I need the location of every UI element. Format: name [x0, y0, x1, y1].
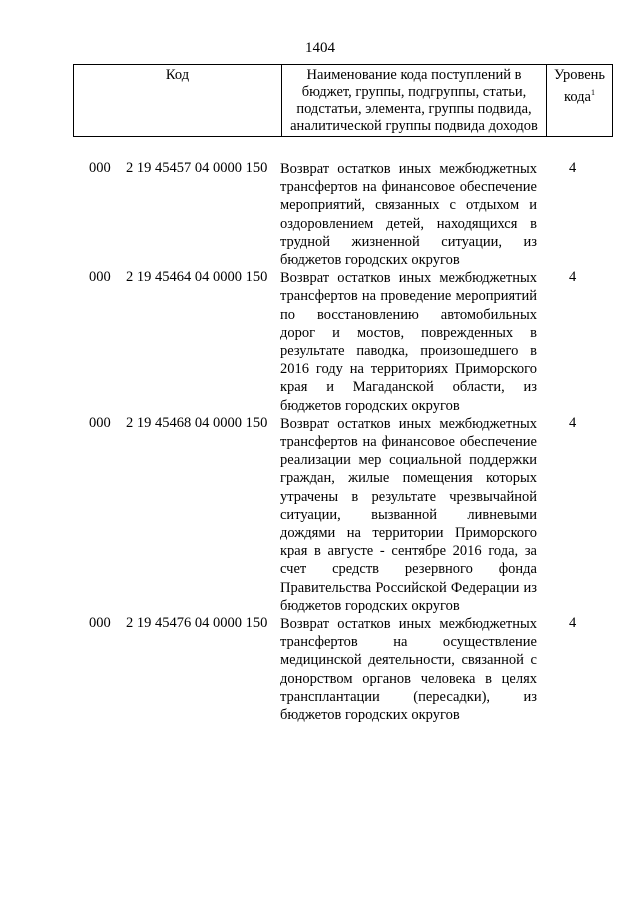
code-description: Возврат остатков иных межбюджетных трансфертов на осуществление медицинской деятельности, связанной с донорством органов человека в целях трансплантации (пересадки), из бюджетов городских округов [280, 616, 537, 724]
header-level [547, 65, 613, 137]
budget-code: 2 19 45468 04 0000 150 [126, 414, 268, 431]
table-row [0, 415, 640, 615]
budget-code: 2 19 45476 04 0000 150 [126, 615, 268, 632]
table-body [0, 160, 640, 724]
table-header [73, 64, 613, 137]
code-level: 4 [569, 615, 577, 632]
table-row [0, 160, 640, 269]
code-description: Возврат остатков иных межбюджетных трансфертов на проведение мероприятий по восстановлению автомобильных дорог и мостов, поврежденных в результате паводка, произошедшего в 2016 году на территориях Приморского края и Магаданской области, из бюджетов городских округов [280, 270, 537, 414]
admin-code: 000 [89, 615, 111, 632]
header-code: Код [74, 65, 282, 137]
code-level: 4 [569, 414, 577, 431]
admin-code: 000 [89, 269, 111, 286]
page-number: 1404 [305, 40, 335, 56]
code-level: 4 [569, 269, 577, 286]
budget-code: 2 19 45464 04 0000 150 [126, 269, 268, 286]
code-description: Возврат остатков иных межбюджетных трансфертов на финансовое обеспечение реализации мер социальной поддержки граждан, жилые помещения которых утрачены в результате чрезвычайной ситуации, вызванной ливневыми дождями на территории Приморского края в августе - сентябре 2016 года, за счет средств резервного фонда Правительства Российской Федерации из бюджетов городских округов [280, 415, 537, 614]
table-row [0, 615, 640, 724]
code-description: Возврат остатков иных межбюджетных трансфертов на финансовое обеспечение мероприятий, связанных с отдыхом и оздоровлением детей, находящихся в трудной жизненной ситуации, из бюджетов городских округов [280, 161, 537, 269]
table-row [0, 269, 640, 415]
footnote-marker: 1 [590, 88, 595, 97]
header-name: Наименование кода поступлений в бюджет, группы, подгруппы, статьи, подстатьи, элемента, группы подвида, аналитической группы подвида доходов [282, 65, 547, 137]
admin-code: 000 [89, 160, 111, 176]
code-level: 4 [569, 160, 577, 176]
header-level-label: Уровень кода [553, 67, 606, 105]
budget-code: 2 19 45457 04 0000 150 [126, 160, 268, 176]
admin-code: 000 [89, 414, 111, 431]
